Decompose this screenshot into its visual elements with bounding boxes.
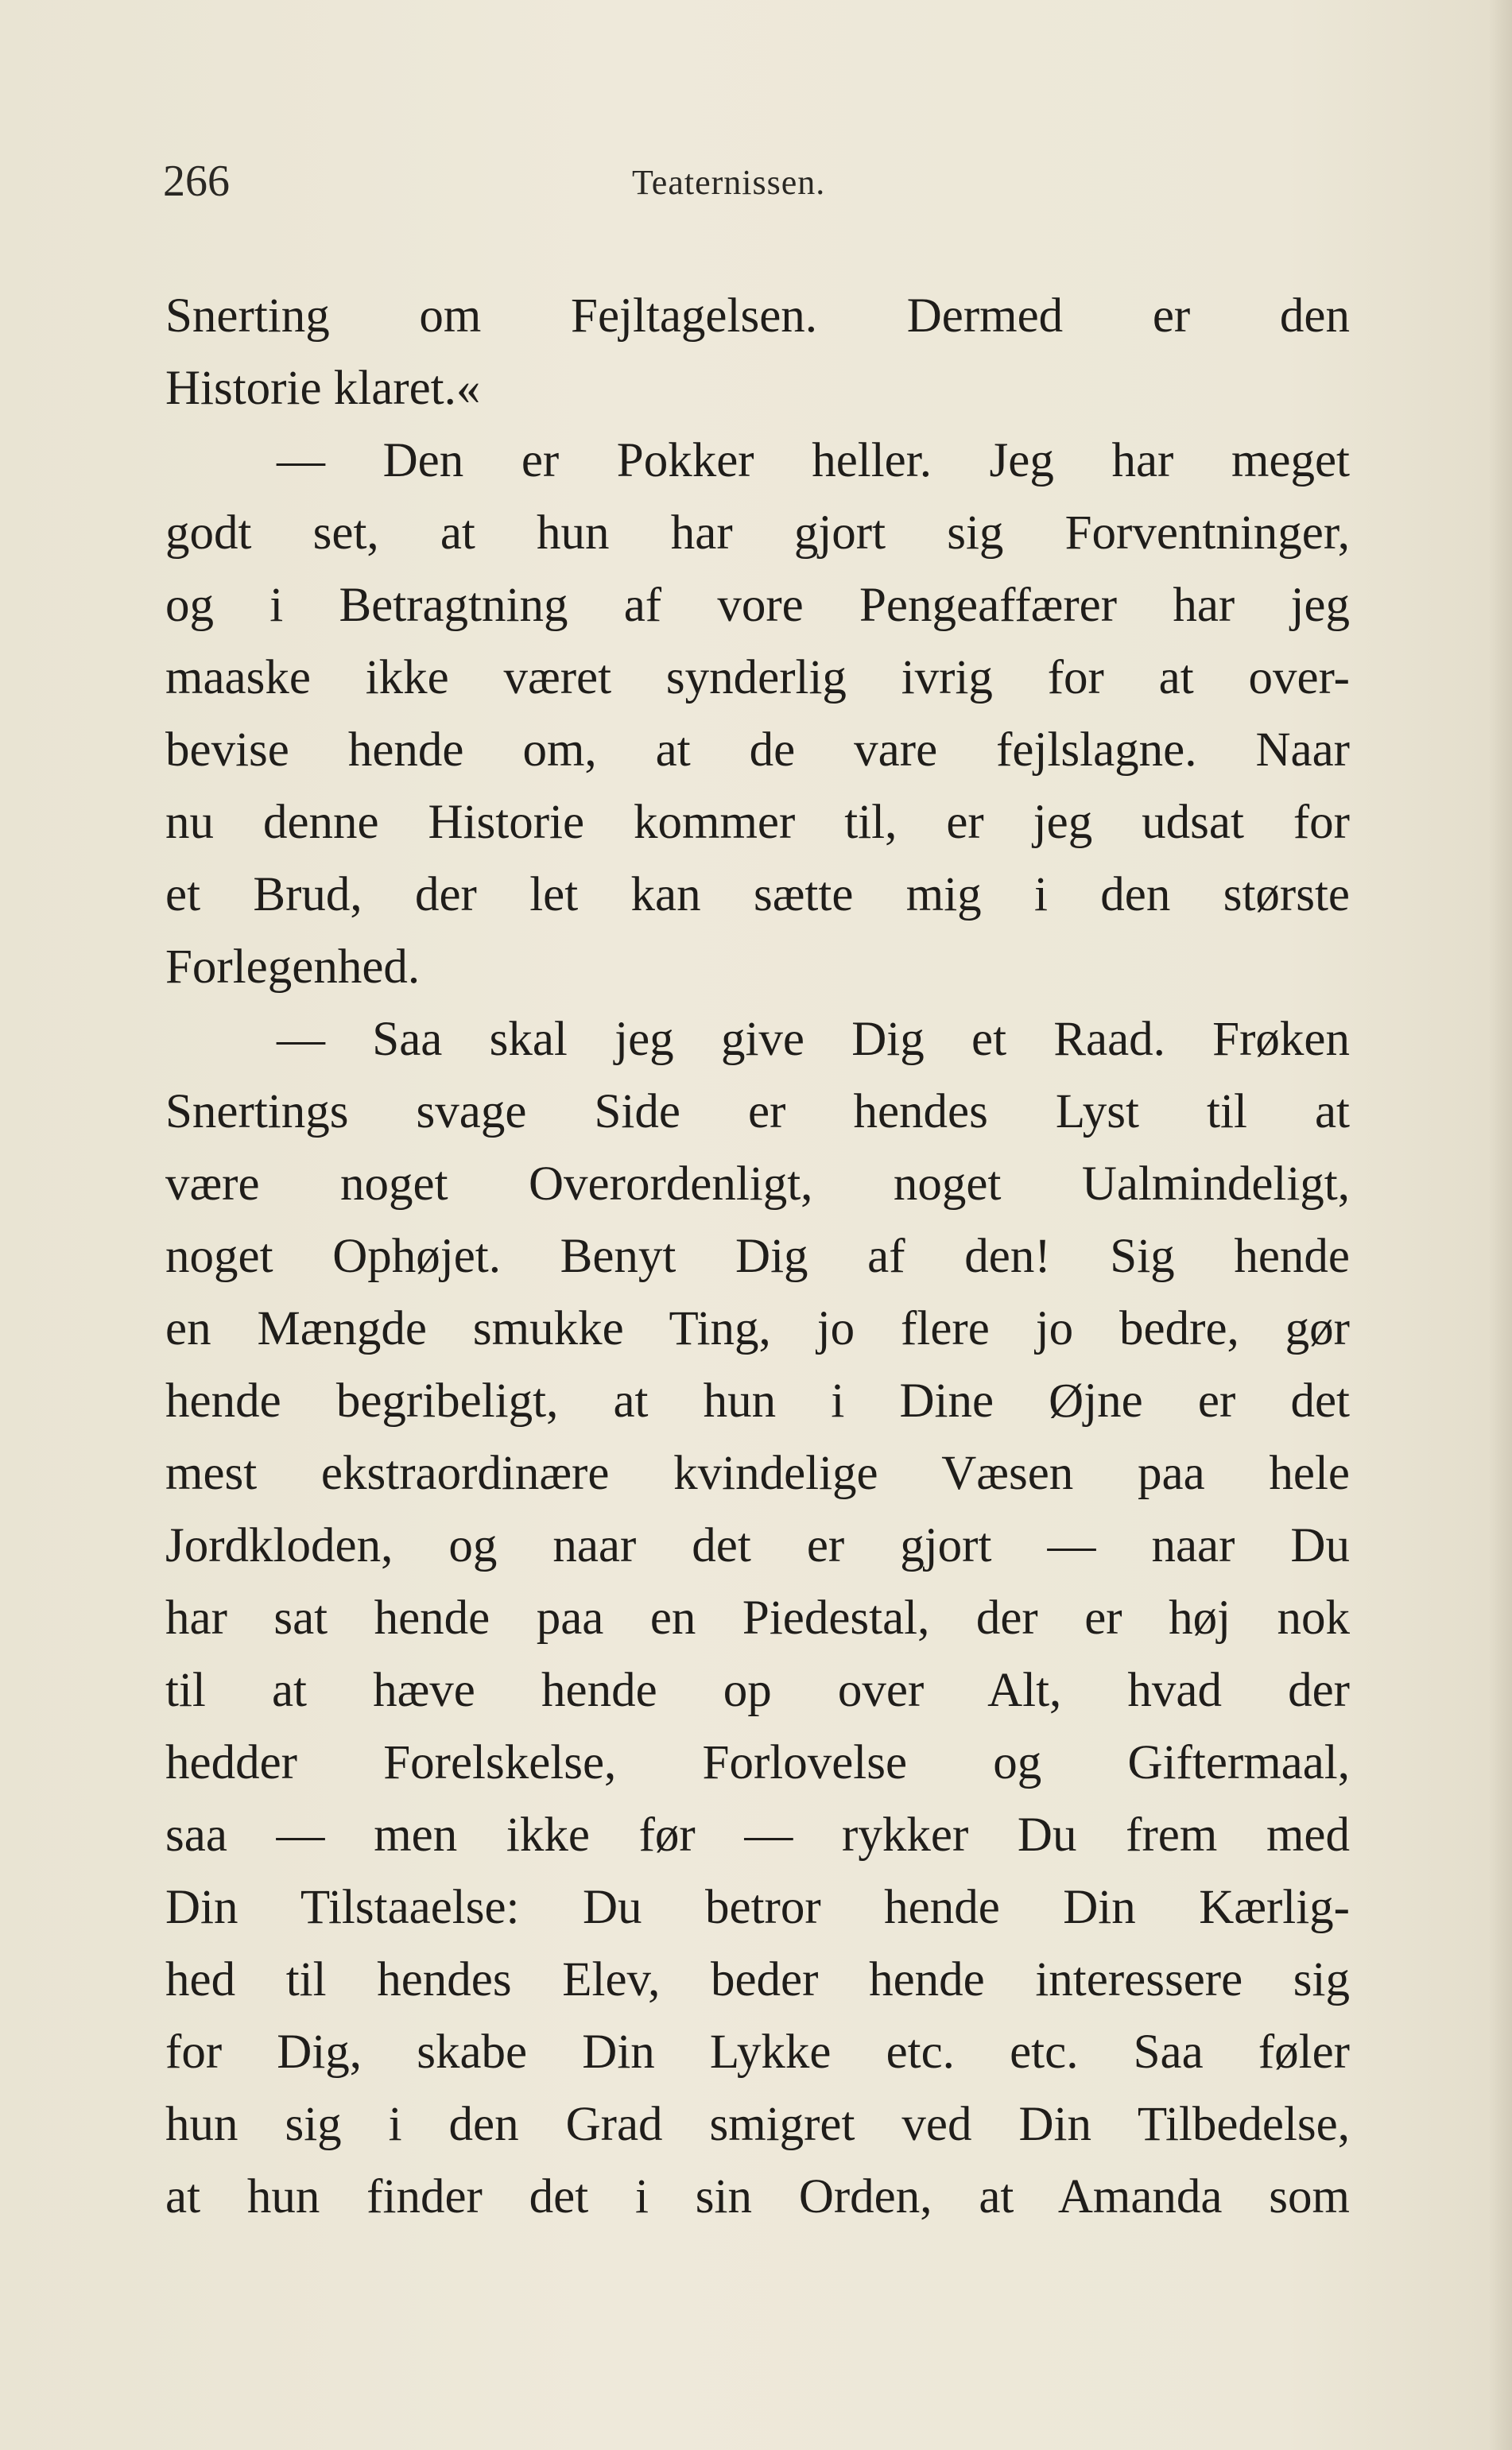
text-line: Snertings svage Side er hendes Lyst til at (165, 1085, 1350, 1138)
text-line: at hun finder det i sin Orden, at Amanda som (165, 2170, 1350, 2223)
text-line: maaske ikke været synderlig ivrig for at over- (165, 651, 1350, 704)
text-line: hun sig i den Grad smigret ved Din Tilbedelse, (165, 2098, 1350, 2151)
text-line: Din Tilstaaelse: Du betror hende Din Kærlig- (165, 1881, 1350, 1934)
text-line: hedder Forelskelse, Forlovelse og Giftermaal, (165, 1736, 1350, 1789)
text-line: godt set, at hun har gjort sig Forventninger, (165, 506, 1350, 560)
page-header (163, 156, 1355, 211)
text-line: en Mængde smukke Ting, jo flere jo bedre, gør (165, 1302, 1350, 1355)
running-title: Teaternissen. (632, 163, 826, 202)
text-line: og i Betragtning af vore Pengeaffærer har jeg (165, 579, 1350, 632)
text-line: har sat hende paa en Piedestal, der er høj nok (165, 1591, 1350, 1645)
text-line: — Saa skal jeg give Dig et Raad. Frøken (277, 1013, 1350, 1066)
page-number: 266 (163, 157, 230, 206)
text-line: Historie klaret.« (165, 362, 481, 415)
text-line: bevise hende om, at de vare fejlslagne. Naar (165, 723, 1350, 777)
text-line: mest ekstraordinære kvindelige Væsen paa hele (165, 1447, 1350, 1500)
body-text (165, 280, 1350, 2233)
text-line: Jordkloden, og naar det er gjort — naar Du (165, 1519, 1350, 1572)
text-line: et Brud, der let kan sætte mig i den største (165, 868, 1350, 921)
text-line: hende begribeligt, at hun i Dine Øjne er det (165, 1374, 1350, 1428)
text-line: hed til hendes Elev, beder hende interessere sig (165, 1953, 1350, 2006)
text-line: Forlegenhed. (165, 940, 421, 994)
page-edge-shadow (1488, 0, 1512, 2450)
text-line: være noget Overordenligt, noget Ualmindeligt, (165, 1157, 1350, 1211)
text-line: — Den er Pokker heller. Jeg har meget (277, 434, 1350, 487)
text-line: nu denne Historie kommer til, er jeg udsat for (165, 796, 1350, 849)
text-line: saa — men ikke før — rykker Du frem med (165, 1808, 1350, 1862)
text-line: noget Ophøjet. Benyt Dig af den! Sig hende (165, 1230, 1350, 1283)
text-line: til at hæve hende op over Alt, hvad der (165, 1664, 1350, 1717)
text-line: for Dig, skabe Din Lykke etc. etc. Saa føler (165, 2026, 1350, 2079)
text-line: Snerting om Fejltagelsen. Dermed er den (165, 289, 1350, 343)
